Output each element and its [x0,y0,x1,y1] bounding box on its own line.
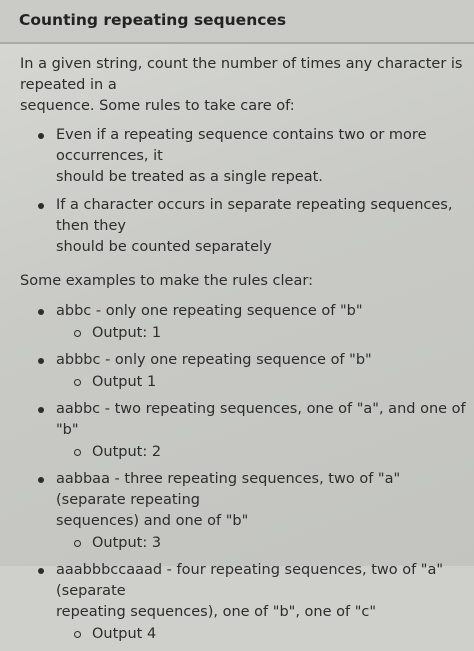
title-divider [0,42,474,44]
content-area [20,54,474,651]
rules-list [20,125,474,258]
example-item [20,301,474,344]
example-text: aabbc - two repeating sequences, one of "a", and one of "b" [56,401,466,438]
page-title: Counting repeating sequences [19,11,287,29]
examples-list [20,301,474,645]
example-output: Output 1 [56,372,474,393]
example-text: aaabbbccaaad - four repeating sequences, two of "a" (separate repeating sequences), one of "b", one of "c" [56,562,444,620]
title-bar [0,0,474,42]
examples-heading: Some examples to make the rules clear: [20,273,313,289]
example-output: Output 4 [56,624,474,645]
example-text: abbc - only one repeating sequence of "b" [56,303,363,319]
example-output: Output: 1 [56,323,474,344]
example-output: Output: 2 [56,442,474,463]
example-item [20,560,474,645]
example-item [20,469,474,554]
example-item [20,350,474,393]
example-text: aabbaa - three repeating sequences, two of "a" (separate repeating sequences) and one of "b" [56,471,401,529]
rule-item: Even if a repeating sequence contains two or more occurrences, it should be treated as a single repeat. [20,125,474,188]
example-text: abbbc - only one repeating sequence of "b" [56,352,372,368]
example-output: Output: 3 [56,533,474,554]
intro-paragraph: In a given string, count the number of times any character is repeated in a sequence. Some rules to take care of: [20,56,463,114]
example-item [20,399,474,463]
rule-item: If a character occurs in separate repeating sequences, then they should be counted separately [20,195,474,258]
